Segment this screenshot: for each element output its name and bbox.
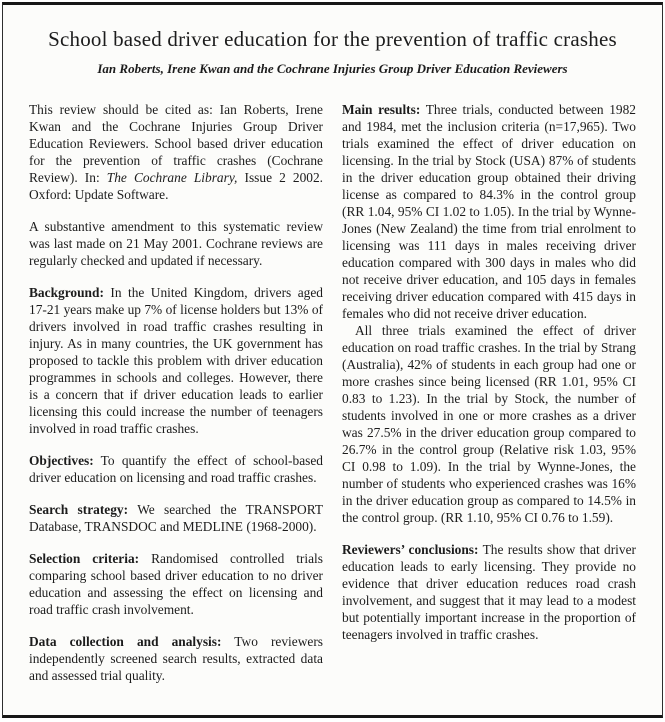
selection-criteria-paragraph: Selection criteria: Randomised controlled trials comparing school based driver education to no driver education and assessing the effect on licensing and road traffic crash involvement. <box>29 551 323 617</box>
reviewers-conclusions-paragraph: Reviewers’ conclusions: The results show that driver education leads to early licensing. They provide no evidence that driver education reduces road crash involvement, and suggest that it may lead to a modest but potentially important increase in the proportion of teenagers involved in traffic crashes. <box>342 542 636 642</box>
authors-line: Ian Roberts, Irene Kwan and the Cochrane Injuries Group Driver Education Reviewers <box>97 61 568 76</box>
background-paragraph: Background: In the United Kingdom, drivers aged 17-21 years make up 7% of license holders but 13% of drivers involved in road traffic crashes resulting in injury. As in many countries, the UK government has proposed to tackle this problem with driver education programmes in schools and colleges. However, there is a concern that if driver education leads to earlier licensing this could increase the number of teenagers involved in road traffic crashes. <box>29 285 323 436</box>
data-collection-paragraph: Data collection and analysis: Two reviewers independently screened search results, extracted data and assessed trial quality. <box>29 634 323 683</box>
objectives-paragraph: Objectives: To quantify the effect of school-based driver education on licensing and road traffic crashes. <box>29 453 323 485</box>
page-title: School based driver education for the prevention of traffic crashes <box>48 27 617 51</box>
document-page <box>2 2 663 718</box>
abstract-columns <box>29 101 636 699</box>
amendment-paragraph: A substantive amendment to this systematic review was last made on 21 May 2001. Cochrane reviews are regularly checked and updated if necessary. <box>29 219 323 268</box>
left-column <box>29 101 323 699</box>
citation-paragraph: This review should be cited as: Ian Roberts, Irene Kwan and the Cochrane Injuries Group Driver Education Reviewers. School based driver education for the prevention of traffic crashes (Cochrane Review). In: The Cochrane Library, Issue 2 2002. Oxford: Update Software. <box>29 102 324 202</box>
main-results-continued-paragraph: All three trials examined the effect of driver education on road traffic crashes. In the trial by Strang (Australia), 42% of students in each group had one or more crashes since being licensed (RR 1.01, 95% CI 0.83 to 1.23). In the trial by Stock, the number of students involved in one or more crashes as a driver was 27.5% in the driver education group compared to 26.7% in the control group (Relative risk 1.03, 95% CI 0.98 to 1.09). In the trial by Wynne-Jones, the number of students who experienced crashes was 16% in the driver education group as compared to 14.5% in the control group. (RR 1.10, 95% CI 0.76 to 1.59). <box>342 323 636 525</box>
search-strategy-paragraph: Search strategy: We searched the TRANSPORT Database, TRANSDOC and MEDLINE (1968-2000). <box>29 502 324 534</box>
main-results-paragraph: Main results: Three trials, conducted between 1982 and 1984, met the inclusion criteria (n=17,965). Two trials examined the effect of driver education on licensing. In the trial by Stock (USA) 87% of students in the driver education group obtained their driving license as compared to 84.3% in the control group (RR 1.04, 95% CI 1.02 to 1.05). In the trial by Wynne-Jones (New Zealand) the time from trial enrolment to licensing was 111 days in males receiving driver education compared with 300 days in males who did not receive driver education, and 105 days in females receiving driver education compared with 415 days in females who did not receive driver education. <box>342 102 636 321</box>
right-column <box>342 101 636 699</box>
